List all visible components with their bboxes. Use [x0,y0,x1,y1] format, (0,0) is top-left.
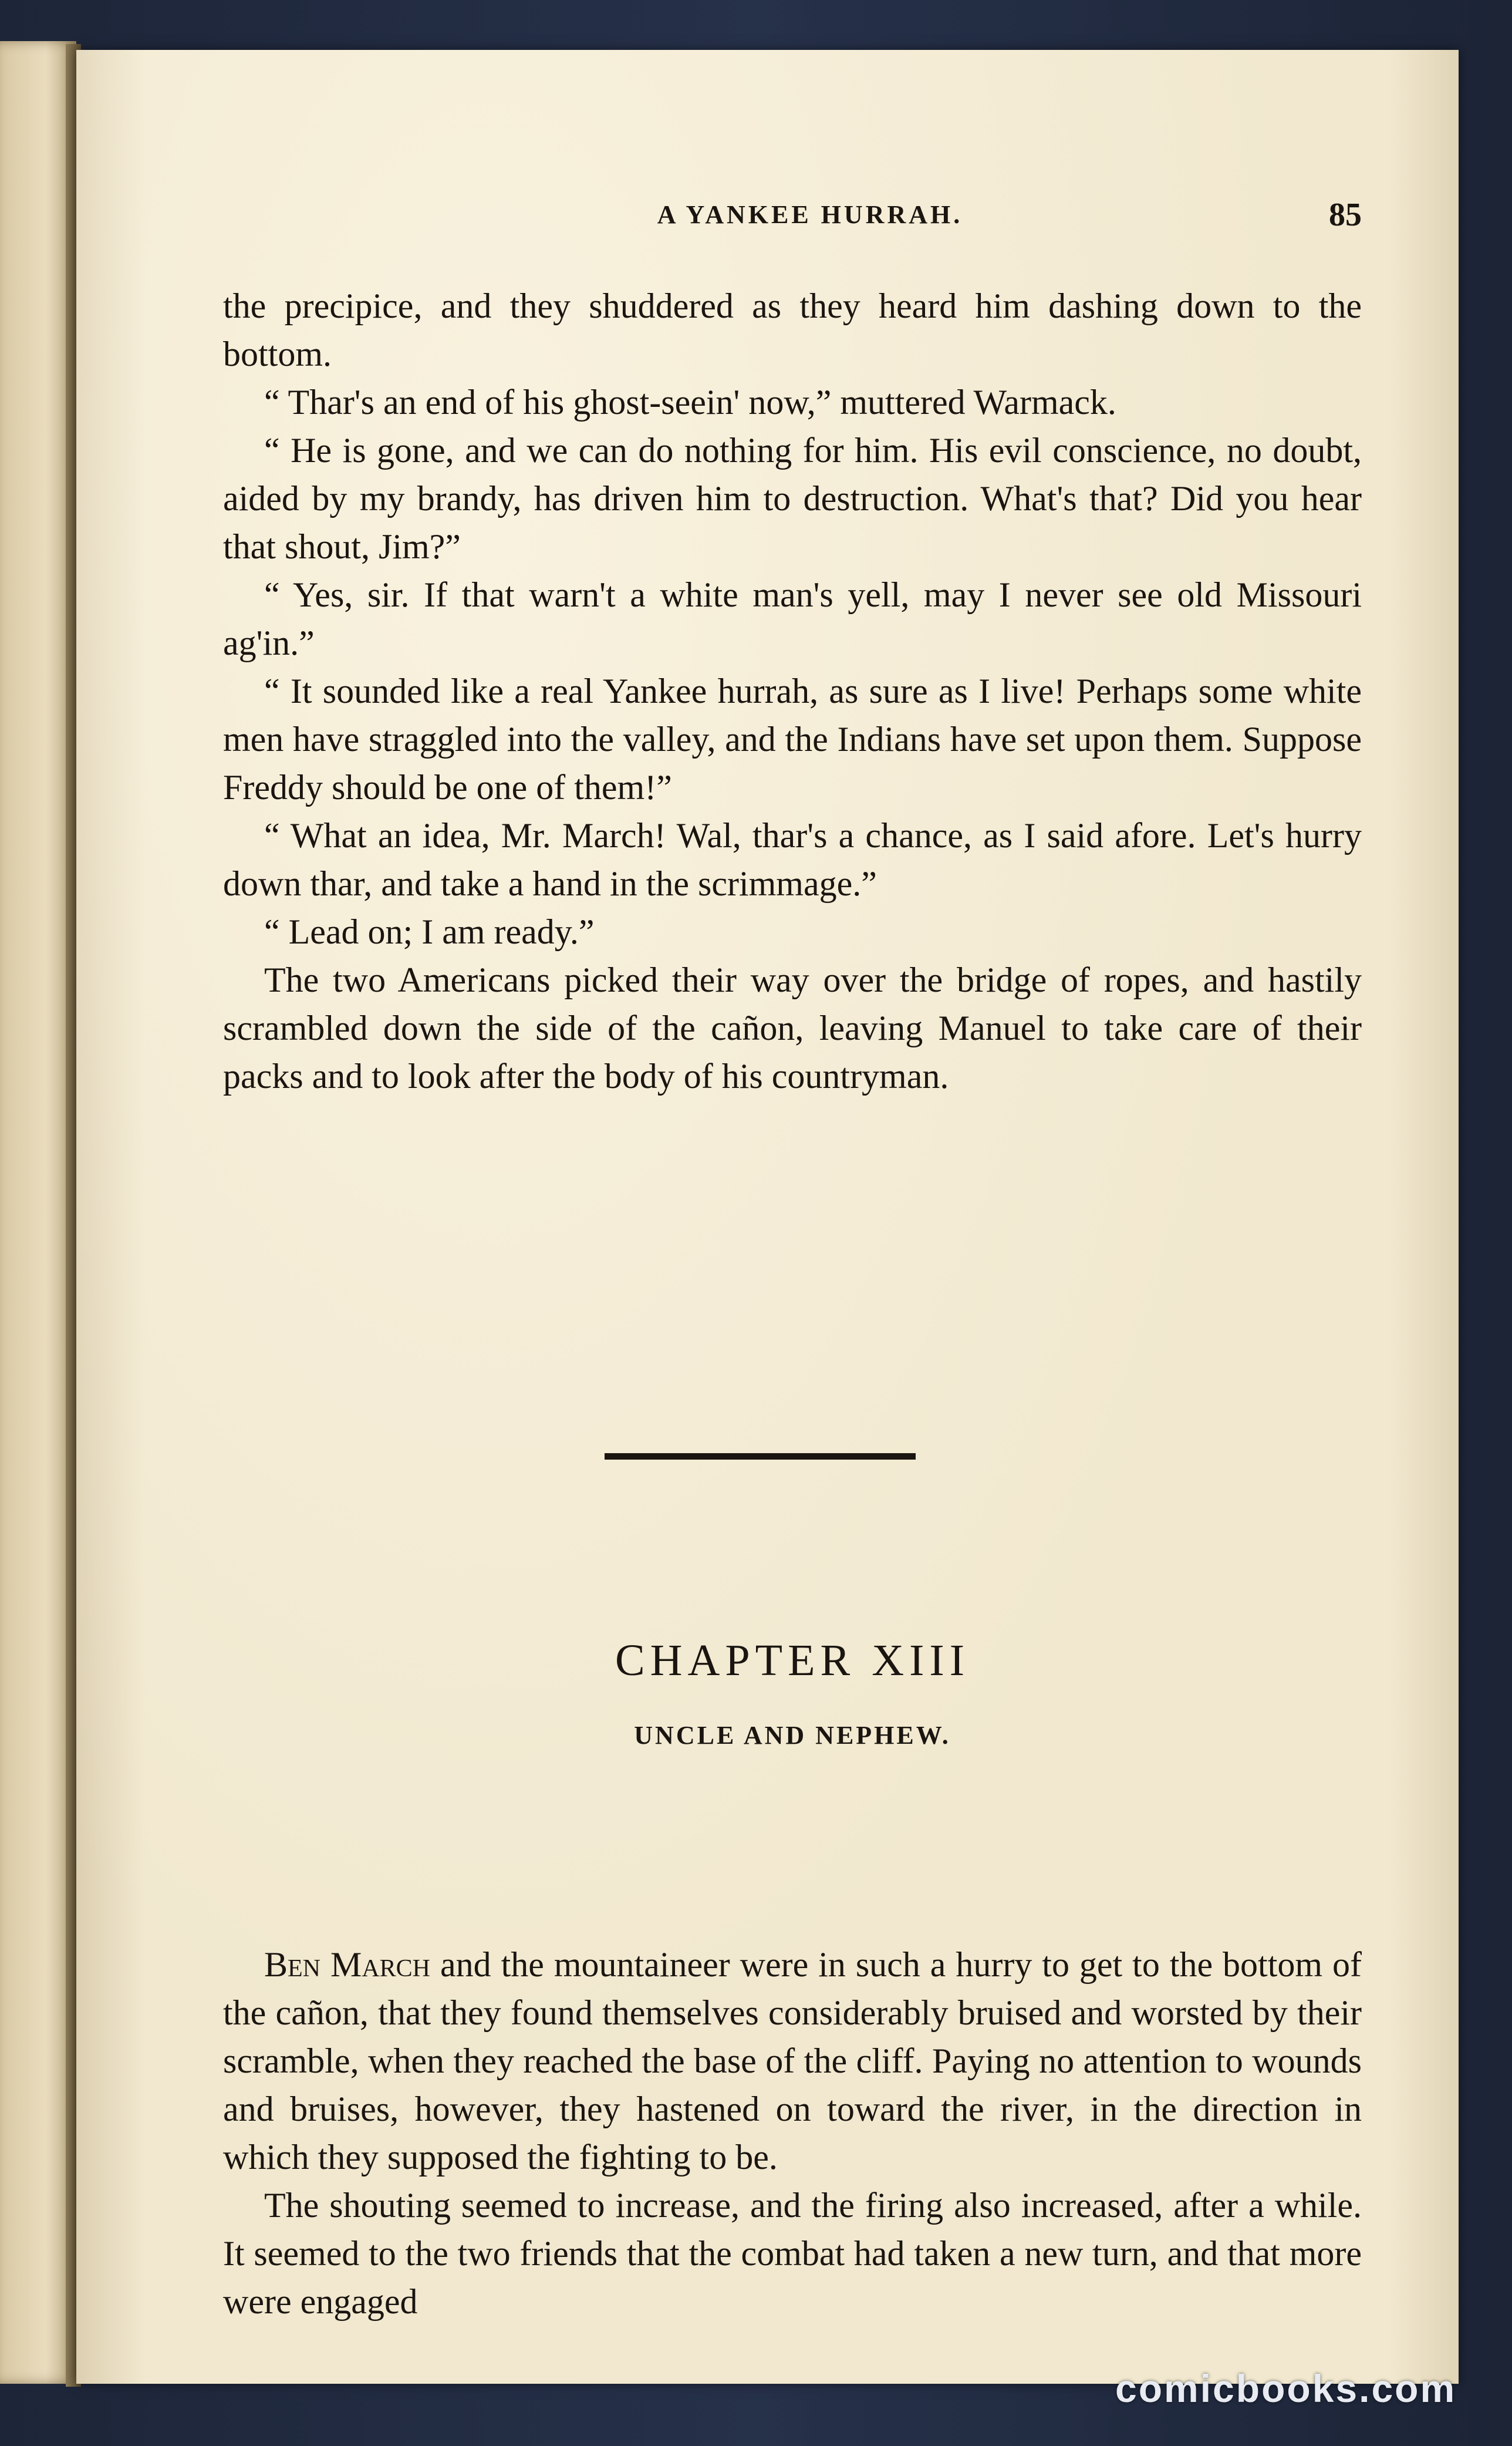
running-title: A YANKEE HURRAH. [657,200,963,229]
paragraph: “ Yes, sir. If that warn't a white man's yell, may I never see old Missouri ag'in.” [223,575,1362,662]
paragraph: The two Americans picked their way over the bridge of ropes, and hastily scrambled down the side of the cañon, leaving Manuel to take care of their packs and to look after the body of his countryman. [223,961,1362,1096]
running-head [223,197,1362,252]
paragraph: “ What an idea, Mr. March! Wal, thar's a chance, as I said afore. Let's hurry down thar, and take a hand in the scrimmage.” [223,816,1362,903]
watermark-text: comicbooks.com [1115,2367,1457,2410]
chapter-subtitle: UNCLE AND NEPHEW. [634,1721,951,1750]
paragraph: “ He is gone, and we can do nothing for him. His evil conscience, no doubt, aided by my brandy, has driven him to destruction. What's that? Did you hear that shout, Jim?” [223,431,1362,566]
book-page [76,50,1459,2384]
paragraph: the precipice, and they shuddered as they heard him dashing down to the bottom. [223,287,1362,373]
paragraph [223,1940,1362,2181]
chapter-title: CHAPTER XIII [615,1636,970,1685]
body-text-top [223,282,1362,1100]
paragraph-rest: and the mountaineer were in such a hurry to get to the bottom of the cañon, that they found themselves considerably bruised and worsted by their scramble, when they reached the base of the cliff. Paying no attention to wounds and bruises, however, they hastened on toward the river, in the direction in which they supposed the fighting to be. [223,1945,1362,2177]
paragraph: “ It sounded like a real Yankee hurrah, as sure as I live! Perhaps some white men have straggled into the valley, and the Indians have set upon them. Suppose Freddy should be one of them!” [223,672,1362,807]
paragraph: “ Lead on; I am ready.” [264,912,595,951]
body-text-bottom [223,1940,1362,2326]
page-number: 85 [1329,197,1362,233]
lead-name: Ben March [264,1945,431,1984]
paragraph: The shouting seemed to increase, and the firing also increased, after a while. It seemed to the two friends that the combat had taken a new turn, and that more were engaged [223,2186,1362,2321]
facing-page-edge [0,41,76,2384]
section-divider [605,1453,916,1460]
paragraph: “ Thar's an end of his ghost-seein' now,” muttered Warmack. [264,383,1116,422]
